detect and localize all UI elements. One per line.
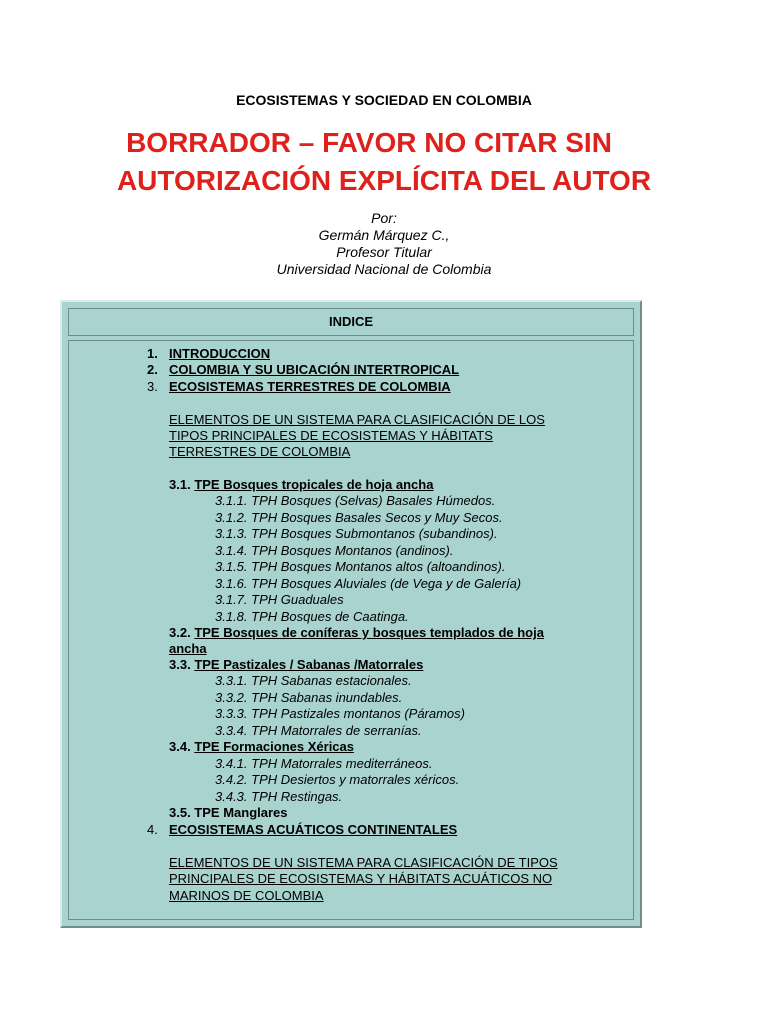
- index-title: INDICE: [68, 308, 634, 336]
- index-body: [68, 340, 634, 920]
- draft-line-1: BORRADOR – FAVOR NO CITAR SIN: [126, 127, 612, 158]
- toc-section: [169, 625, 544, 641]
- toc-section: [169, 477, 433, 493]
- toc-link-3-2[interactable]: TPE Bosques de coníferas y bosques templados de hoja: [194, 625, 544, 640]
- toc-link-ecosistemas-acuaticos[interactable]: ECOSISTEMAS ACUÁTICOS CONTINENTALES: [169, 822, 458, 837]
- toc-link-elementos-terrestres[interactable]: TIPOS PRINCIPALES DE ECOSISTEMAS Y HÁBITATS: [169, 428, 493, 443]
- author-block: [0, 210, 768, 278]
- toc-number: 4.: [147, 822, 158, 837]
- toc-link-elementos-acuaticos[interactable]: ELEMENTOS DE UN SISTEMA PARA CLASIFICACIÓN DE TIPOS: [169, 855, 558, 870]
- toc-subitem: 3.1.2. TPH Bosques Basales Secos y Muy Secos.: [215, 510, 503, 525]
- toc-subitem: 3.1.7. TPH Guaduales: [215, 592, 344, 607]
- author-institution: Universidad Nacional de Colombia: [276, 261, 492, 277]
- toc-link-elementos-acuaticos[interactable]: MARINOS DE COLOMBIA: [169, 888, 324, 903]
- toc-section-number: 3.1.: [169, 477, 191, 492]
- toc-subitem: 3.4.3. TPH Restingas.: [215, 789, 343, 804]
- draft-line-2: AUTORIZACIÓN EXPLÍCITA DEL AUTOR: [116, 165, 652, 196]
- toc-subitem: 3.1.6. TPH Bosques Aluviales (de Vega y de Galería): [215, 576, 522, 591]
- toc-section-number: 3.3.: [169, 657, 191, 672]
- toc-number: 3.: [147, 379, 158, 394]
- toc-subitem: 3.3.2. TPH Sabanas inundables.: [215, 690, 403, 705]
- toc-link-3-4[interactable]: TPE Formaciones Xéricas: [194, 739, 354, 754]
- index-table: [60, 300, 642, 928]
- draft-notice: [0, 124, 768, 200]
- toc-subitem: 3.3.4. TPH Matorrales de serranías.: [215, 723, 422, 738]
- toc-section: [169, 657, 423, 673]
- toc-link-elementos-acuaticos[interactable]: PRINCIPALES DE ECOSISTEMAS Y HÁBITATS ACUÁTICOS NO: [169, 871, 553, 886]
- toc-section-number: 3.4.: [169, 739, 191, 754]
- toc-link-colombia[interactable]: COLOMBIA Y SU UBICACIÓN INTERTROPICAL: [169, 362, 460, 377]
- toc-subitem: 3.1.4. TPH Bosques Montanos (andinos).: [215, 543, 454, 558]
- toc-link-3-1[interactable]: TPE Bosques tropicales de hoja ancha: [194, 477, 434, 492]
- author-position: Profesor Titular: [336, 244, 432, 260]
- toc-link-elementos-terrestres[interactable]: ELEMENTOS DE UN SISTEMA PARA CLASIFICACIÓN DE LOS: [169, 412, 545, 427]
- toc-link-3-3[interactable]: TPE Pastizales / Sabanas /Matorrales: [194, 657, 424, 672]
- toc-section-number: 3.2.: [169, 625, 191, 640]
- toc-section-3-5: 3.5. TPE Manglares: [169, 805, 288, 820]
- toc-subitem: 3.1.1. TPH Bosques (Selvas) Basales Húmedos.: [215, 493, 496, 508]
- toc-section: [169, 739, 354, 755]
- toc-subitem: 3.1.5. TPH Bosques Montanos altos (altoandinos).: [215, 559, 506, 574]
- document-header: ECOSISTEMAS Y SOCIEDAD EN COLOMBIA: [236, 92, 532, 108]
- toc-link-elementos-terrestres[interactable]: TERRESTRES DE COLOMBIA: [169, 444, 351, 459]
- toc-subitem: 3.1.3. TPH Bosques Submontanos (subandinos).: [215, 526, 498, 541]
- toc-link-ecosistemas-terrestres[interactable]: ECOSISTEMAS TERRESTRES DE COLOMBIA: [169, 379, 451, 394]
- toc-link-introduccion[interactable]: INTRODUCCION: [169, 346, 271, 361]
- toc-subitem: 3.4.1. TPH Matorrales mediterráneos.: [215, 756, 433, 771]
- toc-link-3-2-cont[interactable]: ancha: [169, 641, 207, 656]
- author-name: Germán Márquez C.,: [318, 227, 450, 243]
- toc-number: 1.: [147, 346, 158, 361]
- toc-subitem: 3.1.8. TPH Bosques de Caatinga.: [215, 609, 409, 624]
- author-by: Por:: [371, 210, 397, 226]
- toc-subitem: 3.4.2. TPH Desiertos y matorrales xéricos.: [215, 772, 460, 787]
- toc-subitem: 3.3.1. TPH Sabanas estacionales.: [215, 673, 412, 688]
- toc-subitem: 3.3.3. TPH Pastizales montanos (Páramos): [215, 706, 465, 721]
- toc-number: 2.: [147, 362, 158, 377]
